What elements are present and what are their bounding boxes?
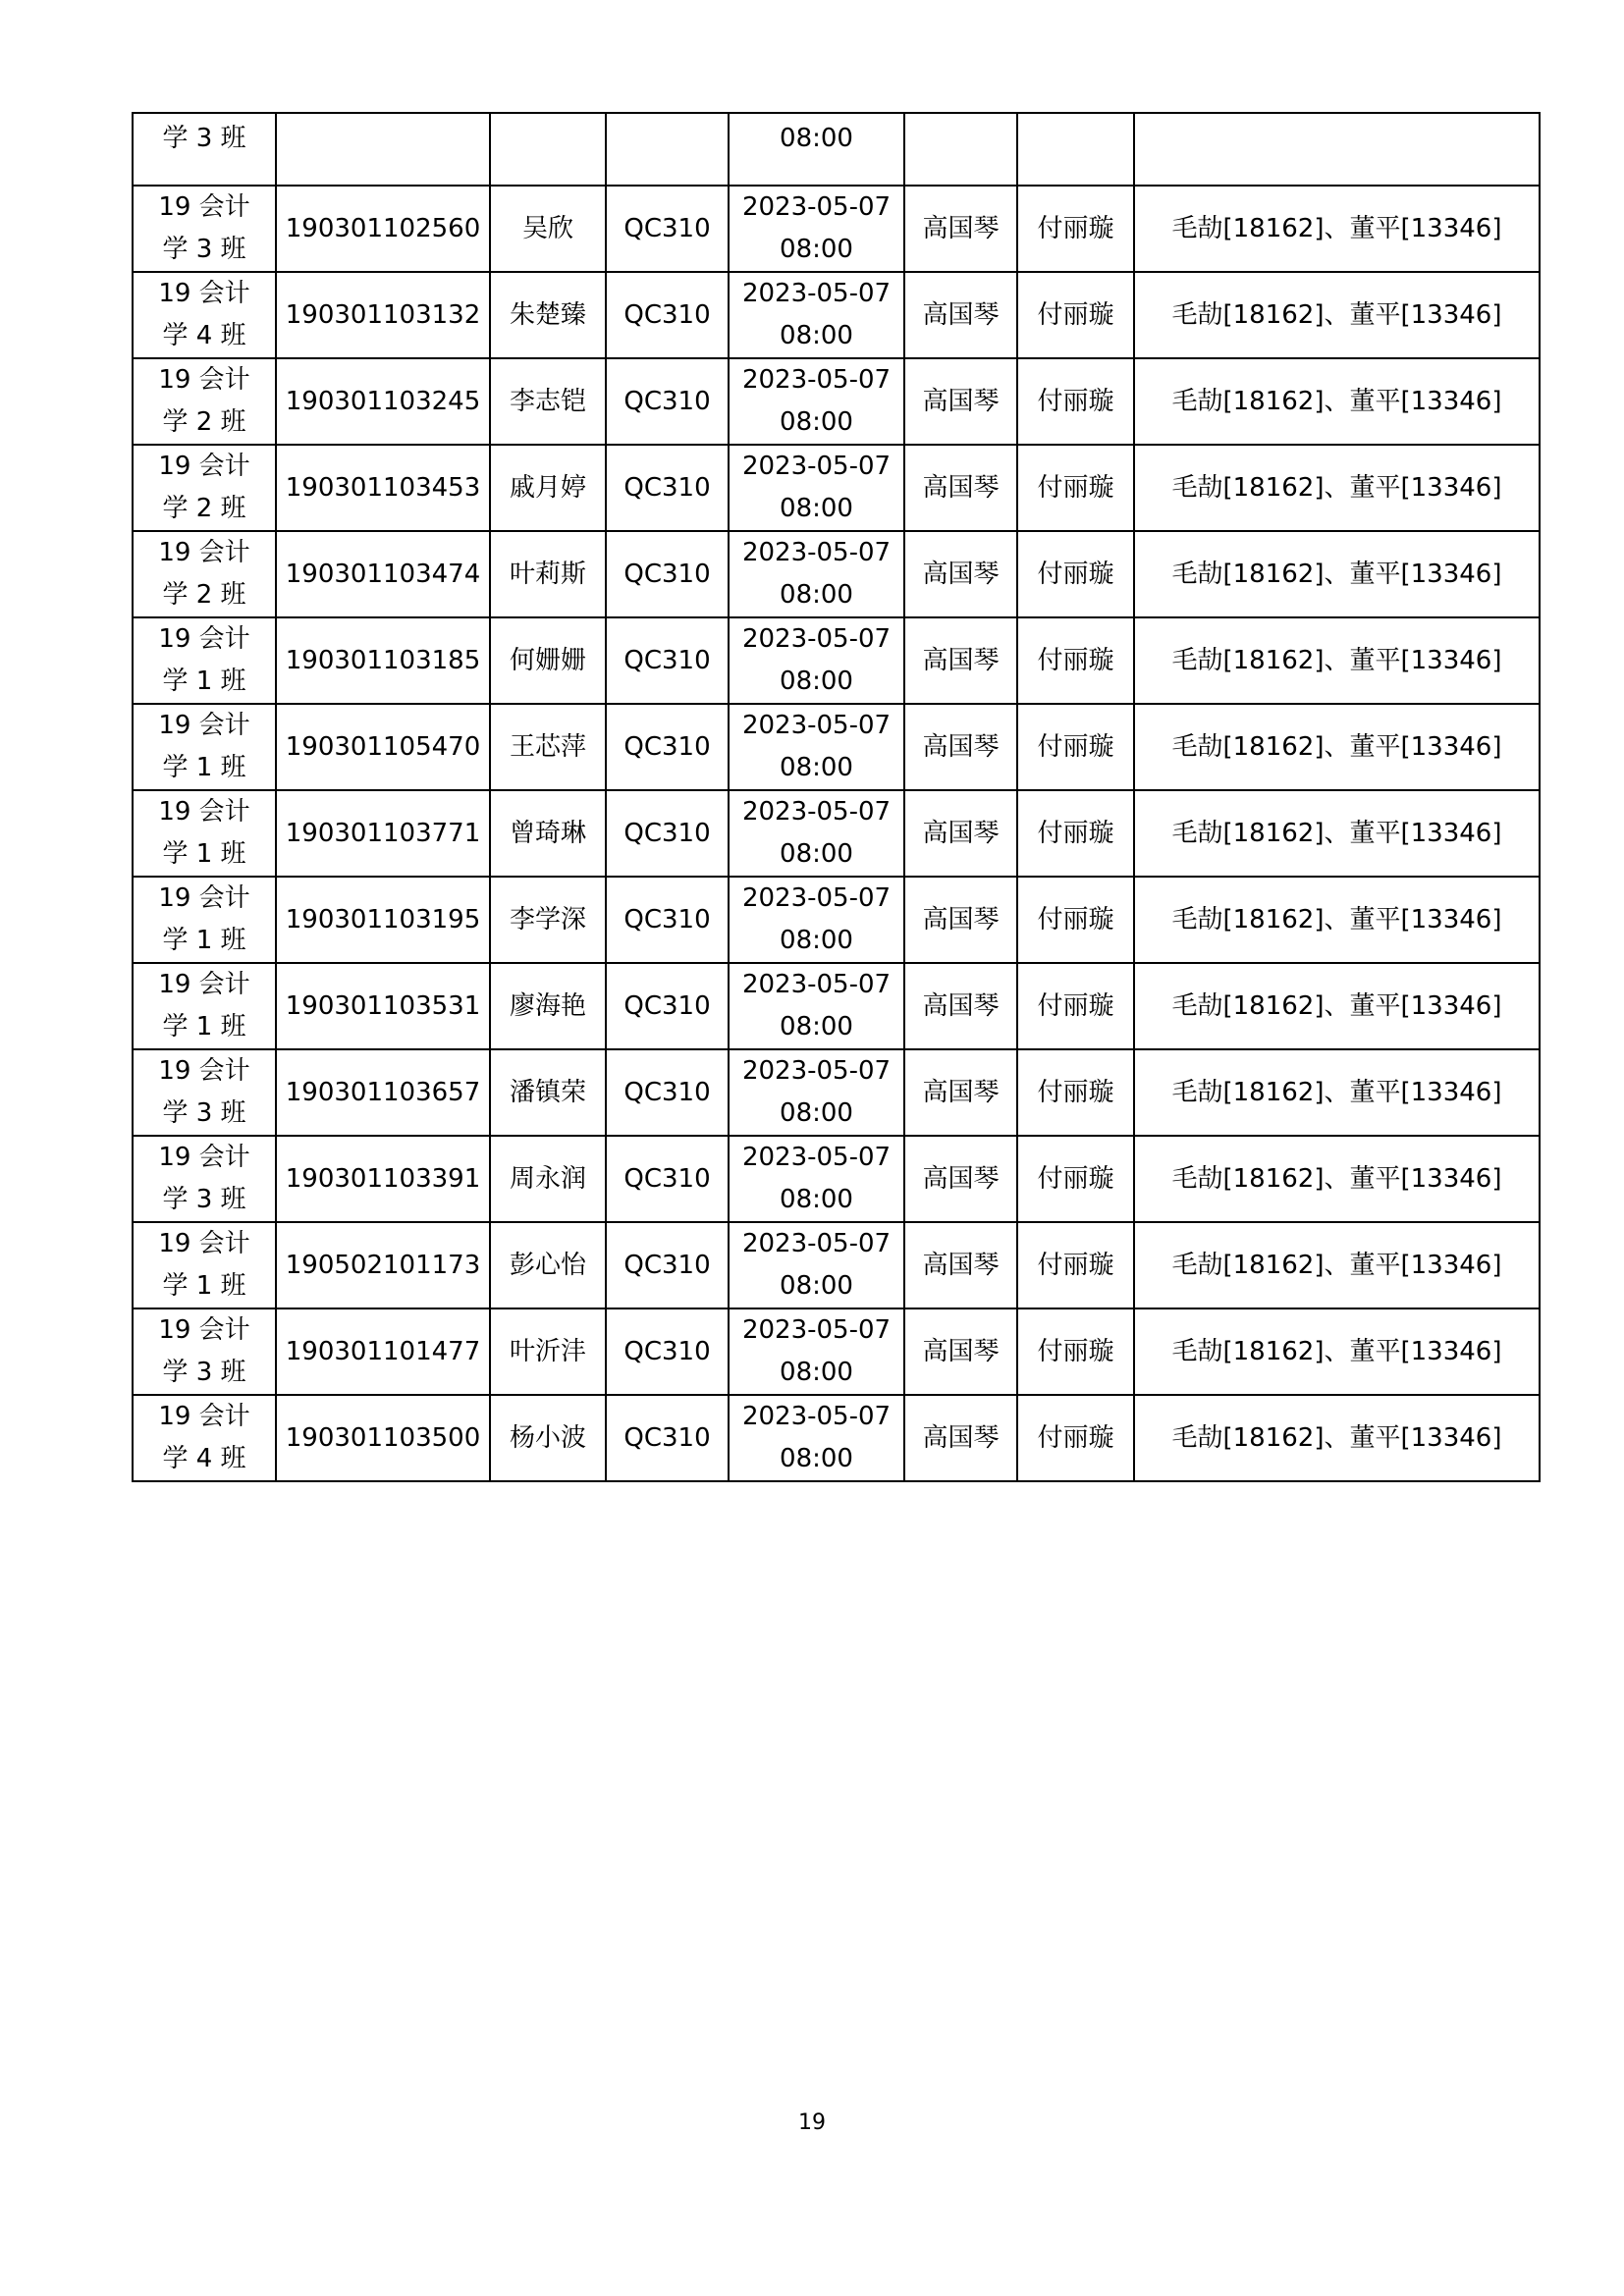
student-name-cell: 王芯萍: [490, 704, 606, 790]
room-cell: [606, 113, 729, 186]
teacher-cell: [904, 113, 1017, 186]
advisor-cell: 付丽璇: [1017, 963, 1134, 1049]
advisor-cell: 付丽璇: [1017, 272, 1134, 358]
datetime-time: 08:00: [780, 1271, 853, 1301]
datetime-cell: [729, 1395, 904, 1481]
datetime-date: 2023-05-07: [741, 1315, 892, 1345]
datetime-time: 08:00: [780, 1185, 853, 1214]
examiners-cell: 毛劼[18162]、董平[13346]: [1134, 272, 1540, 358]
room-cell: QC310: [606, 790, 729, 877]
class-class-line2: 学 3 班: [162, 1358, 246, 1387]
room-cell: QC310: [606, 186, 729, 272]
class-class-line2: 学 4 班: [162, 321, 246, 350]
datetime-cell: [729, 1222, 904, 1308]
student-id-cell: 190301105470: [276, 704, 490, 790]
class-cell: [133, 531, 276, 617]
examiners-cell: 毛劼[18162]、董平[13346]: [1134, 531, 1540, 617]
student-id-cell: 190301103195: [276, 877, 490, 963]
datetime-time: 08:00: [780, 407, 853, 437]
room-cell: QC310: [606, 963, 729, 1049]
teacher-cell: 高国琴: [904, 1308, 1017, 1395]
class-cell: [133, 358, 276, 445]
datetime-time: 08:00: [780, 580, 853, 610]
datetime-time: 08:00: [780, 235, 853, 264]
datetime-date: 2023-05-07: [741, 1229, 892, 1258]
class-class-line1: 19 会计: [158, 538, 250, 567]
datetime-cell: [729, 445, 904, 531]
class-class-line1: 19 会计: [158, 279, 250, 308]
student-name-cell: 吴欣: [490, 186, 606, 272]
teacher-cell: 高国琴: [904, 1136, 1017, 1222]
examiners-cell: 毛劼[18162]、董平[13346]: [1134, 445, 1540, 531]
datetime-cell: [729, 1136, 904, 1222]
class-cell: [133, 272, 276, 358]
student-name-cell: 何姗姗: [490, 617, 606, 704]
student-id-cell: 190301103531: [276, 963, 490, 1049]
class-cell: [133, 963, 276, 1049]
datetime-date: 2023-05-07: [741, 970, 892, 999]
class-cell: [133, 1395, 276, 1481]
class-class-line2: 学 1 班: [162, 926, 246, 955]
datetime-time: 08:00: [780, 1098, 853, 1128]
student-id-cell: 190301103391: [276, 1136, 490, 1222]
student-id-cell: 190301101477: [276, 1308, 490, 1395]
class-cell: [133, 1222, 276, 1308]
examiners-cell: [1134, 113, 1540, 186]
student-name-cell: 叶莉斯: [490, 531, 606, 617]
class-cell: 学 3 班: [133, 113, 276, 186]
teacher-cell: 高国琴: [904, 531, 1017, 617]
examiners-cell: 毛劼[18162]、董平[13346]: [1134, 1136, 1540, 1222]
student-id-cell: 190301103132: [276, 272, 490, 358]
teacher-cell: 高国琴: [904, 445, 1017, 531]
table-row: [133, 272, 1540, 358]
student-name-cell: 李学深: [490, 877, 606, 963]
datetime-cell: 08:00: [729, 113, 904, 186]
examiners-cell: 毛劼[18162]、董平[13346]: [1134, 704, 1540, 790]
class-cell: [133, 445, 276, 531]
datetime-time: 08:00: [780, 1444, 853, 1473]
class-class-line2: 学 1 班: [162, 1012, 246, 1041]
advisor-cell: 付丽璇: [1017, 358, 1134, 445]
examiners-cell: 毛劼[18162]、董平[13346]: [1134, 1395, 1540, 1481]
datetime-cell: [729, 704, 904, 790]
datetime-cell: [729, 1308, 904, 1395]
student-name-cell: 曾琦琳: [490, 790, 606, 877]
student-id-cell: 190301103474: [276, 531, 490, 617]
datetime-date: 2023-05-07: [741, 1143, 892, 1172]
class-class-line1: 19 会计: [158, 1056, 250, 1086]
class-class-line1: 19 会计: [158, 1402, 250, 1431]
student-id-cell: [276, 113, 490, 186]
advisor-cell: [1017, 113, 1134, 186]
class-class-line2: 学 1 班: [162, 753, 246, 782]
advisor-cell: 付丽璇: [1017, 704, 1134, 790]
table-row: [133, 358, 1540, 445]
teacher-cell: 高国琴: [904, 617, 1017, 704]
table-row: [133, 186, 1540, 272]
room-cell: QC310: [606, 445, 729, 531]
table-row: [133, 790, 1540, 877]
examiners-cell: 毛劼[18162]、董平[13346]: [1134, 617, 1540, 704]
room-cell: QC310: [606, 1395, 729, 1481]
student-id-cell: 190301103453: [276, 445, 490, 531]
advisor-cell: 付丽璇: [1017, 1308, 1134, 1395]
datetime-time: 08:00: [780, 1358, 853, 1387]
student-id-cell: 190502101173: [276, 1222, 490, 1308]
table-row: [133, 617, 1540, 704]
datetime-cell: [729, 790, 904, 877]
datetime-date: 2023-05-07: [741, 797, 892, 827]
teacher-cell: 高国琴: [904, 1049, 1017, 1136]
class-class-line1: 19 会计: [158, 797, 250, 827]
class-class-line1: 19 会计: [158, 970, 250, 999]
student-name-cell: 杨小波: [490, 1395, 606, 1481]
advisor-cell: 付丽璇: [1017, 790, 1134, 877]
teacher-cell: 高国琴: [904, 272, 1017, 358]
datetime-date: 2023-05-07: [741, 1056, 892, 1086]
room-cell: QC310: [606, 1049, 729, 1136]
datetime-time: 08:00: [780, 1012, 853, 1041]
defense-schedule-table: [132, 112, 1541, 1482]
student-id-cell: 190301103245: [276, 358, 490, 445]
advisor-cell: 付丽璇: [1017, 1049, 1134, 1136]
class-class-line2: 学 1 班: [162, 667, 246, 696]
datetime-date: 2023-05-07: [741, 365, 892, 395]
datetime-time: 08:00: [780, 839, 853, 869]
student-name-cell: 彭心怡: [490, 1222, 606, 1308]
teacher-cell: 高国琴: [904, 963, 1017, 1049]
class-class-line2: 学 3 班: [162, 1098, 246, 1128]
room-cell: QC310: [606, 877, 729, 963]
table-row: [133, 877, 1540, 963]
class-cell: [133, 1049, 276, 1136]
examiners-cell: 毛劼[18162]、董平[13346]: [1134, 877, 1540, 963]
room-cell: QC310: [606, 1136, 729, 1222]
student-name-cell: 李志铠: [490, 358, 606, 445]
datetime-cell: [729, 272, 904, 358]
examiners-cell: 毛劼[18162]、董平[13346]: [1134, 1049, 1540, 1136]
student-name-cell: 廖海艳: [490, 963, 606, 1049]
datetime-date: 2023-05-07: [741, 538, 892, 567]
examiners-cell: 毛劼[18162]、董平[13346]: [1134, 963, 1540, 1049]
teacher-cell: 高国琴: [904, 358, 1017, 445]
class-class-line2: 学 4 班: [162, 1444, 246, 1473]
class-cell: [133, 877, 276, 963]
class-class-line1: 19 会计: [158, 365, 250, 395]
table-row: [133, 1049, 1540, 1136]
datetime-cell: [729, 531, 904, 617]
examiners-cell: 毛劼[18162]、董平[13346]: [1134, 358, 1540, 445]
room-cell: QC310: [606, 617, 729, 704]
room-cell: QC310: [606, 704, 729, 790]
advisor-cell: 付丽璇: [1017, 617, 1134, 704]
table-row: [133, 1136, 1540, 1222]
table-row: [133, 445, 1540, 531]
class-class-line2: 学 1 班: [162, 1271, 246, 1301]
student-id-cell: 190301103657: [276, 1049, 490, 1136]
room-cell: QC310: [606, 531, 729, 617]
teacher-cell: 高国琴: [904, 877, 1017, 963]
room-cell: QC310: [606, 1222, 729, 1308]
class-class-line1: 19 会计: [158, 192, 250, 222]
datetime-time: 08:00: [780, 753, 853, 782]
datetime-time: 08:00: [780, 926, 853, 955]
advisor-cell: 付丽璇: [1017, 186, 1134, 272]
room-cell: QC310: [606, 272, 729, 358]
datetime-time: 08:00: [780, 321, 853, 350]
class-class-line2: 学 2 班: [162, 580, 246, 610]
datetime-date: 2023-05-07: [741, 1402, 892, 1431]
class-class-line1: 19 会计: [158, 1315, 250, 1345]
datetime-time: 08:00: [780, 667, 853, 696]
datetime-date: 2023-05-07: [741, 452, 892, 481]
class-class-line1: 19 会计: [158, 452, 250, 481]
room-cell: QC310: [606, 1308, 729, 1395]
table-row: [133, 531, 1540, 617]
datetime-cell: [729, 617, 904, 704]
student-name-cell: 朱楚臻: [490, 272, 606, 358]
student-name-cell: [490, 113, 606, 186]
student-id-cell: 190301103185: [276, 617, 490, 704]
examiners-cell: 毛劼[18162]、董平[13346]: [1134, 186, 1540, 272]
class-cell: [133, 790, 276, 877]
class-class-line2: 学 2 班: [162, 494, 246, 523]
class-cell: [133, 1308, 276, 1395]
examiners-cell: 毛劼[18162]、董平[13346]: [1134, 790, 1540, 877]
class-cell: [133, 617, 276, 704]
datetime-cell: [729, 186, 904, 272]
examiners-cell: 毛劼[18162]、董平[13346]: [1134, 1222, 1540, 1308]
table-row: [133, 963, 1540, 1049]
table-row: [133, 1222, 1540, 1308]
advisor-cell: 付丽璇: [1017, 1395, 1134, 1481]
datetime-date: 2023-05-07: [741, 711, 892, 740]
class-class-line2: 学 2 班: [162, 407, 246, 437]
datetime-date: 2023-05-07: [741, 192, 892, 222]
datetime-time: 08:00: [780, 494, 853, 523]
class-class-line1: 19 会计: [158, 1143, 250, 1172]
class-class-line1: 19 会计: [158, 1229, 250, 1258]
datetime-date: 2023-05-07: [741, 624, 892, 654]
student-id-cell: 190301103771: [276, 790, 490, 877]
advisor-cell: 付丽璇: [1017, 877, 1134, 963]
class-class-line2: 学 1 班: [162, 839, 246, 869]
teacher-cell: 高国琴: [904, 704, 1017, 790]
datetime-cell: [729, 877, 904, 963]
student-id-cell: 190301102560: [276, 186, 490, 272]
table-row: [133, 1308, 1540, 1395]
advisor-cell: 付丽璇: [1017, 1222, 1134, 1308]
class-class-line2: 学 3 班: [162, 1185, 246, 1214]
student-name-cell: 叶沂沣: [490, 1308, 606, 1395]
datetime-cell: [729, 358, 904, 445]
advisor-cell: 付丽璇: [1017, 531, 1134, 617]
datetime-date: 2023-05-07: [741, 883, 892, 913]
datetime-cell: [729, 1049, 904, 1136]
class-class-line1: 19 会计: [158, 711, 250, 740]
teacher-cell: 高国琴: [904, 790, 1017, 877]
class-class-line1: 19 会计: [158, 883, 250, 913]
advisor-cell: 付丽璇: [1017, 445, 1134, 531]
class-cell: [133, 186, 276, 272]
teacher-cell: 高国琴: [904, 186, 1017, 272]
teacher-cell: 高国琴: [904, 1222, 1017, 1308]
table-row: [133, 1395, 1540, 1481]
page-number: 19: [798, 2110, 826, 2135]
advisor-cell: 付丽璇: [1017, 1136, 1134, 1222]
table-row: [133, 704, 1540, 790]
datetime-cell: [729, 963, 904, 1049]
class-class-line1: 19 会计: [158, 624, 250, 654]
class-class-line2: 学 3 班: [162, 235, 246, 264]
teacher-cell: 高国琴: [904, 1395, 1017, 1481]
class-cell: [133, 704, 276, 790]
datetime-date: 2023-05-07: [741, 279, 892, 308]
room-cell: QC310: [606, 358, 729, 445]
class-cell: [133, 1136, 276, 1222]
student-name-cell: 潘镇荣: [490, 1049, 606, 1136]
student-id-cell: 190301103500: [276, 1395, 490, 1481]
student-name-cell: 周永润: [490, 1136, 606, 1222]
student-name-cell: 戚月婷: [490, 445, 606, 531]
examiners-cell: 毛劼[18162]、董平[13346]: [1134, 1308, 1540, 1395]
table-row-continued: [133, 113, 1540, 186]
